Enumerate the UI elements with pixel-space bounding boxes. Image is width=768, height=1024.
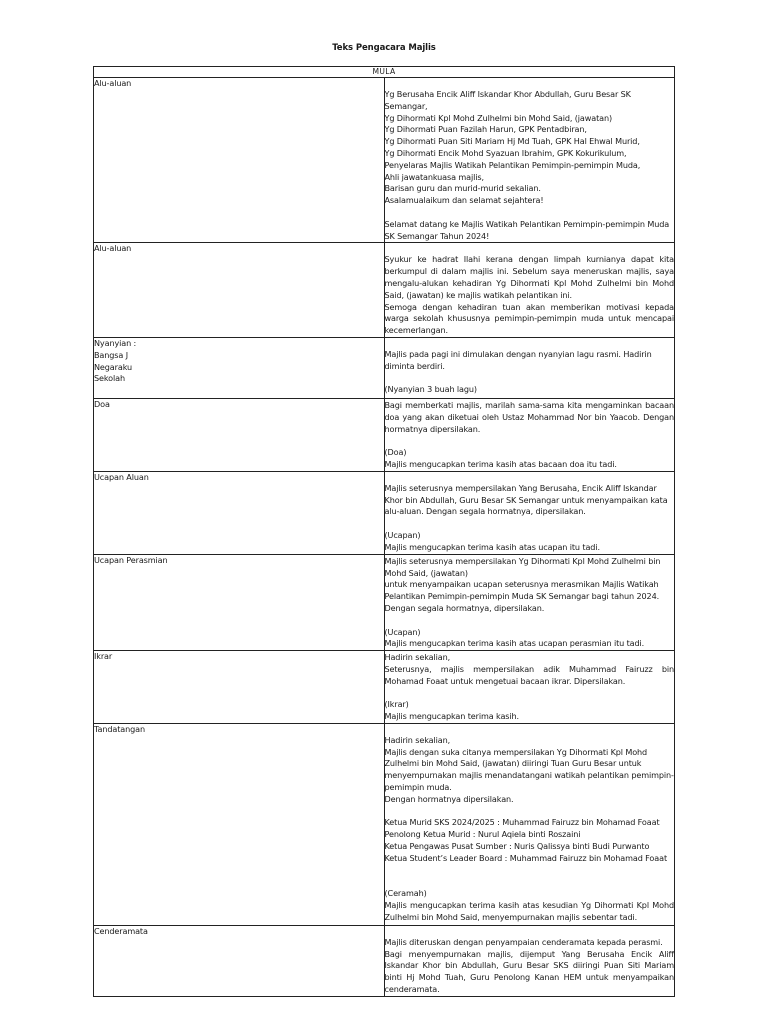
row-content-para: (Ikrar) Majlis mengucapkan terima kasih.	[384, 699, 519, 722]
row-content-para: (Nyanyian 3 buah lagu)	[384, 384, 477, 395]
program-table	[93, 66, 675, 997]
row-content-para: (Ucapan) Majlis mengucapkan terima kasih atas ucapan perasmian itu tadi.	[384, 626, 645, 649]
row-content-para: Yg Berusaha Encik Aliff Iskandar Khor Abdullah, Guru Besar SK Semangar, Yg Dihormati Kpl Mohd Zulhelmi bin Mohd Said, (jawatan) Yg Dihormati Puan Fazilah Harun, GPK Pentadbiran, Yg Dihormati Puan Siti Mariam Hj Md Tuah, GPK Hal Ehwal Murid, Yg Dihormati Encik Mohd Syazuan Ibrahim, GPK Kokurikulum, Penyelaras Majlis Watikah Pelantikan Pemimpin-pemimpin Muda, Ahli jawatankuasa majlis, Barisan guru dan murid-murid sekalian. Asalamualaikum dan selamat sejahtera!	[384, 89, 641, 206]
row-content-para: Majlis pada pagi ini dimulakan dengan nyanyian lagu rasmi. Hadirin diminta berdiri.	[384, 348, 652, 371]
row-content-para: (Ceramah) Majlis mengucapkan terima kasih atas kesudian Yg Dihormati Kpl Mohd Zulhelmi bin Mohd Said, menyempurnakan majlis sebentar tadi.	[384, 888, 674, 922]
table-header-mula: MULA	[94, 67, 675, 78]
table-header-row	[94, 67, 675, 78]
table-row	[94, 554, 675, 650]
row-label: Tandatangan	[94, 723, 145, 734]
row-content-para: Majlis seterusnya mempersilakan Yg Dihormati Kpl Mohd Zulhelmi bin Mohd Said, (jawatan) untuk menyampaikan ucapan seterusnya merasmikan Majlis Watikah Pelantikan Pemimpin-pemimpin Muda SK Semangar bagi tahun 2024. Dengan segala hormatnya, dipersilakan.	[384, 555, 661, 613]
row-content-para: Ketua Murid SKS 2024/2025 : Muhammad Fairuzz bin Mohamad Foaat Penolong Ketua Murid : Nurul Aqiela binti Roszaini Ketua Pengawas Pusat Sumber : Nuris Qalissya binti Budi Purwanto Ketua Student’s Leader Board : Muhammad Fairuzz bin Mohamad Foaat	[384, 817, 667, 863]
row-content-para: Selamat datang ke Majlis Watikah Pelantikan Pemimpin-pemimpin Muda SK Semangar Tahun 2024!	[384, 218, 670, 241]
row-label: Ikrar	[94, 651, 113, 662]
row-label: Cenderamata	[94, 925, 148, 936]
table-row	[94, 471, 675, 554]
row-content-para: Hadirin sekalian, Seterusnya, majlis mempersilakan adik Muhammad Fairuzz bin Mohamad Foaat untuk mengetuai bacaan ikrar. Dipersilakan.	[384, 652, 674, 686]
row-content-para: Majlis seterusnya mempersilakan Yang Berusaha, Encik Aliff Iskandar Khor bin Abdullah, Guru Besar SK Semangar untuk menyampaikan kata alu-aluan. Dengan segala hormatnya, dipersilakan.	[384, 482, 668, 517]
table-row	[94, 398, 675, 471]
table-row	[94, 651, 675, 724]
table-row	[94, 723, 675, 925]
table-row	[94, 925, 675, 996]
row-content-para: Syukur ke hadrat Ilahi kerana dengan limpah kurnianya dapat kita berkumpul di dalam majlis ini. Sebelum saya meneruskan majlis, saya mengalu-alukan kehadiran Yg Dihormati Kpl Mohd Zulhelmi bin Mohd Said, (jawatan) ke majlis watikah pelantikan ini. Semoga dengan kehadiran tuan akan memberikan motivasi kepada warga sekolah khususnya pemimpin-pemimpin muda untuk mencapai kecemerlangan.	[384, 254, 674, 336]
row-label: Nyanyian : Bangsa J Negaraku Sekolah	[94, 337, 137, 384]
table-row	[94, 78, 675, 243]
row-content-para: Hadirin sekalian, Majlis dengan suka citanya mempersilakan Yg Dihormati Kpl Mohd Zulhelmi bin Mohd Said, (jawatan) diiringi Tuan Guru Besar untuk menyempurnakan majlis menandatangani watikah pelantikan pemimpin-pemimpin muda. Dengan hormatnya dipersilakan.	[384, 734, 674, 804]
row-content-para: Majlis diteruskan dengan penyampaian cenderamata kepada perasmi. Bagi menyempurnakan majlis, dijemput Yang Berusaha Encik Aliff Iskandar Khor bin Abdullah, Guru Besar SKS diiringi Puan Siti Mariam binti Hj Mohd Tuah, Guru Penolong Kanan HEM untuk menyampaikan cenderamata.	[384, 936, 674, 995]
row-label: Alu-aluan	[94, 78, 132, 88]
row-content-para: (Doa) Majlis mengucapkan terima kasih atas bacaan doa itu tadi.	[384, 447, 617, 469]
row-content-para: (Ucapan) Majlis mengucapkan terima kasih atas ucapan itu tadi.	[384, 529, 600, 552]
table-row	[94, 337, 675, 398]
row-label: Doa	[94, 398, 110, 409]
row-content-para: Bagi memberkati majlis, marilah sama-sama kita mengaminkan bacaan doa yang akan diketuai oleh Ustaz Mohammad Nor bin Yaacob. Dengan hormatnya dipersilakan.	[384, 399, 674, 434]
table-row	[94, 243, 675, 338]
row-label: Ucapan Perasmian	[94, 554, 168, 565]
row-label: Alu-aluan	[94, 243, 132, 254]
row-label: Ucapan Aluan	[94, 471, 149, 482]
document-title: Teks Pengacara Majlis	[332, 43, 436, 53]
